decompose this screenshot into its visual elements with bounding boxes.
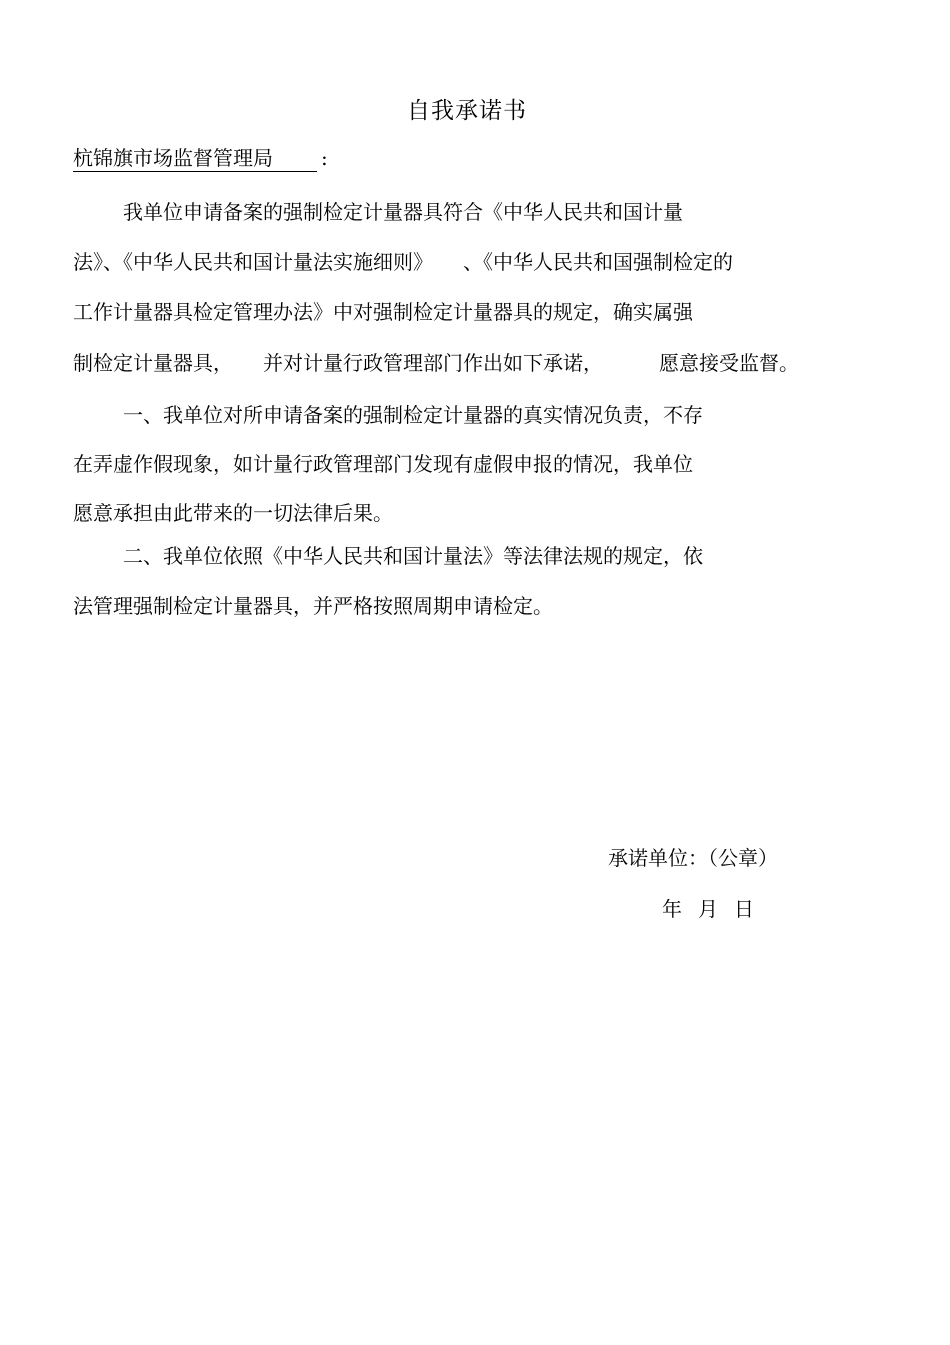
document-title: 自我承诺书 [407,98,527,124]
addressee-organization: 杭锦旗市场监督管理局 [73,145,317,172]
para1-line4 [73,350,799,376]
para1-line4-part1: 制检定计量器具， [73,351,233,375]
addressee-line [73,145,328,172]
para3-line2: 法管理强制检定计量器具，并严格按照周期申请检定。 [73,594,553,618]
addressee-colon: : [321,146,328,170]
para3-line1: 二、我单位依照《中华人民共和国计量法》等法律法规的规定，依 [123,544,703,568]
para2-line3: 愿意承担由此带来的一切法律后果。 [73,501,393,525]
para1-line3: 工作计量器具检定管理办法》中对强制检定计量器具的规定，确实属强 [73,300,693,324]
date-month: 月 [698,897,718,921]
para1-line2-part1: 法》、《中华人民共和国计量法实施细则》 [73,250,433,274]
para1-line4-part3: 愿意接受监督。 [659,351,799,375]
para2-line2: 在弄虚作假现象，如计量行政管理部门发现有虚假申报的情况，我单位 [73,452,693,476]
para1-line2 [73,249,733,275]
para1-line2-part2: 、《中华人民共和国强制检定的 [463,250,733,274]
para2-line1: 一、我单位对所申请备案的强制检定计量器的真实情况负责，不存 [123,403,703,427]
para1-line1: 我单位申请备案的强制检定计量器具符合《中华人民共和国计量 [123,200,683,224]
para1-line4-part2: 并对计量行政管理部门作出如下承诺， [263,351,603,375]
signature-line: 承诺单位：（公章） [608,846,778,870]
date-year: 年 [662,897,682,921]
date-day: 日 [734,897,754,921]
date-line [662,893,754,922]
